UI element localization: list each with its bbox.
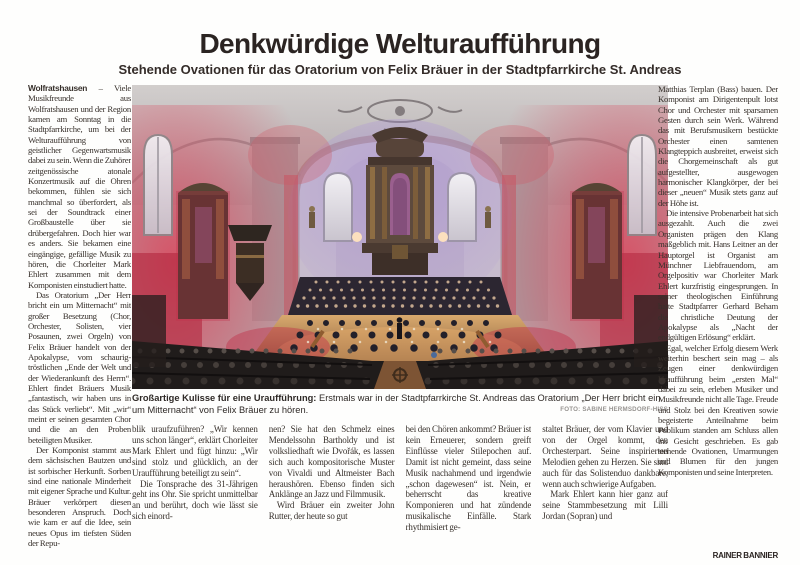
paragraph: staltet Bräuer, der vom Klavier und von der Orgel kommt, den Orchesterpart. Seine inspirierten Melodien gehen zu Herzen. Sie sind auch für das Solistenduo dankbare, wenn auch schwierige Aufgaben.: [542, 424, 668, 489]
paragraph: Wird Bräuer ein zweiter John Rutter, der heute so gut: [268, 500, 395, 522]
caption-lead: Großartige Kulisse für eine Uraufführung:: [132, 393, 317, 403]
article-column-3: [269, 424, 395, 555]
article-column-4: [406, 424, 532, 555]
paragraph: Die intensive Probenarbeit hat sich ausgezahlt. Auch die zwei Organisten prägen den Klang maßgeblich mit. Hans Leitner an der Hauptorgel ist Organist am Münchner Liebfrauendom, am Orgelpositiv war Chorleiter Mark Ehlert kurzfristig eingesprungen. In seiner theologischen Einführung hatte Stadtpfarrer Gerhard Beham die christliche Deutung der Apokalypse als „Nacht der endgültigen Erlösung“ erklärt.: [658, 208, 778, 343]
author-byline: RAINER BANNIER: [708, 551, 778, 561]
article-photo: [132, 85, 668, 389]
paragraph: blik uraufzuführen? „Wir kennen uns schon länger“, erklärt Chorleiter Mark Ehlert und fügt hinzu: „Wir sind stolz und glücklich, an der Uraufführung beteiligt zu sein“.: [132, 424, 258, 478]
paragraph: Matthias Terplan (Bass) bauen. Der Komponist am Dirigentenpult lotst Chor und Orchester mit sparsamen Gesten durch sein Werk. Während das mit Berufsmusikern bestückte Orchester einen samtenen Klangteppich ausbreitet, erweist sich die Chorgemeinschaft als gut aufgestellter, ausgewogen harmonischer Klangkörper, der bei dieser „neuen“ Musik stets ganz auf der Höhe ist.: [658, 84, 778, 208]
choir: [288, 277, 512, 315]
chancel-window-left: [324, 173, 352, 241]
article-column-6: [658, 84, 778, 561]
paragraph: bei den Chören ankommt? Bräuer ist kein Erneuerer, sondern greift Einflüsse vieler Stilepochen auf. Damit ist nicht gemeint, dass seine Musik nachahmend und irgendwie „schon dagewesen“ ist. Nein, er beherrscht das kreative Komponieren und hat zündende musikalische Einfälle. Stark rhythmisiert ge-: [405, 424, 532, 533]
subheadline: Stehende Ovationen für das Oratorium von Felix Bräuer in der Stadtpfarrkirche St. Andreas: [118, 62, 682, 77]
paragraph: Die Tonsprache des 31-Jährigen geht ins Ohr. Sie spricht unmittelbar an und berührt, doch wie lässt sie sich einord-: [132, 478, 258, 522]
paragraph: Mark Ehlert kann hier ganz auf seine Stammbesetzung mit Lilli Jordan (Sopran) und: [542, 489, 668, 522]
photo-caption: [132, 393, 668, 416]
location-leadin: Wolfratshausen: [28, 83, 88, 93]
paragraph: nen? Sie hat den Schmelz eines Mendelssohn Bartholdy und ist volksliedhaft wie Dvořák, es lassen sich auch kompositorische Muster von Vivaldi und Altmeister Bach heraushören. Ebenso finden sich Anklänge an Jazz und Filmmusik.: [268, 424, 395, 500]
caption-text: Erstmals war in der Stadtpfarrkirche St. Andreas das Oratorium „Der Herr bricht ein um Mitternacht“ von Felix Bräuer zu hören.: [132, 393, 661, 415]
church-photo-graphic: [132, 85, 668, 389]
photo-credit: FOTO: SABINE HERMSDORF-HISS: [556, 404, 668, 416]
paragraph: [28, 83, 131, 290]
side-altar-left: [176, 183, 230, 321]
article-column-5: [542, 424, 668, 555]
bottom-columns: [132, 424, 668, 555]
paragraph: Egal, welcher Erfolg diesem Werk weiterhin beschert sein mag – als Zeugen einer denkwürdigen Uraufführung beim „ersten Mal“ dabei zu sein, erleben Musiker und Musikfreunde nicht alle Tage. Freude und Stolz bei den Kreativen sowie begeisterte Anteilnahme beim Publikum standen am Schluss allen ins Gesicht geschrieben. Es gab stehende Ovationen, Umarmungen und Blumen für den jungen Komponisten und seine Interpreten.: [658, 342, 778, 477]
conductor: [397, 317, 403, 339]
article-column-1: [28, 83, 131, 560]
article-column-2: [132, 424, 258, 555]
headline: Denkwürdige Welturaufführung: [199, 28, 601, 59]
side-altar-right: [570, 183, 624, 321]
chancel-window-right: [448, 173, 476, 241]
paragraph: Das Oratorium „Der Herr bricht ein um Mitternacht“ mit großer Besetzung (Chor, Orchester, Solisten, vier Posaunen, zwei Orgeln) von Felix Bräuer handelt von der Apokalypse, vom schaurig-tröstlichen „Ende der Welt und der Wiederankunft des Herrn“. Ehlert findet Bräuers Musik „fantastisch, wir haben uns in das Stück verliebt“. Mit „wir“ meint er seinen gesamten Chor und die an den Proben beteiligten Musiker.: [28, 289, 131, 445]
paragraph: Der Komponist stammt aus dem sächsischen Bautzen und ist sorbischer Herkunft. Sorben sind eine nationale Minderheit mit eigener Sprache und Kultur. Bräuer verkörpert diesen besonderen Anspruch. Doch wie kam er auf die Idee, sein neues Opus im tiefsten Süden der Repu-: [28, 445, 131, 549]
paragraph-text: – Viele Musikfreunde aus Wolfratshausen und der Region kamen am Sonntag in die Stadtpfarrkirche, um bei der Welturaufführung von geistlicher Gegenwartsmusik dabei zu sein. Wenn die Zuhörer zeitgenössische atonale Konzertmusik auf die Ohren bekommen, fühlen sie sich manchmal so überfordert, als sei der Soundtrack einer Großbaustelle über sie drübergefahren. Doch hier war es anders. Sie bekamen eine eingängige, gefällige Musik zu hören, die Chorleiter Mark Ehlert zusammen mit dem Komponisten einstudiert hatte.: [28, 83, 131, 290]
